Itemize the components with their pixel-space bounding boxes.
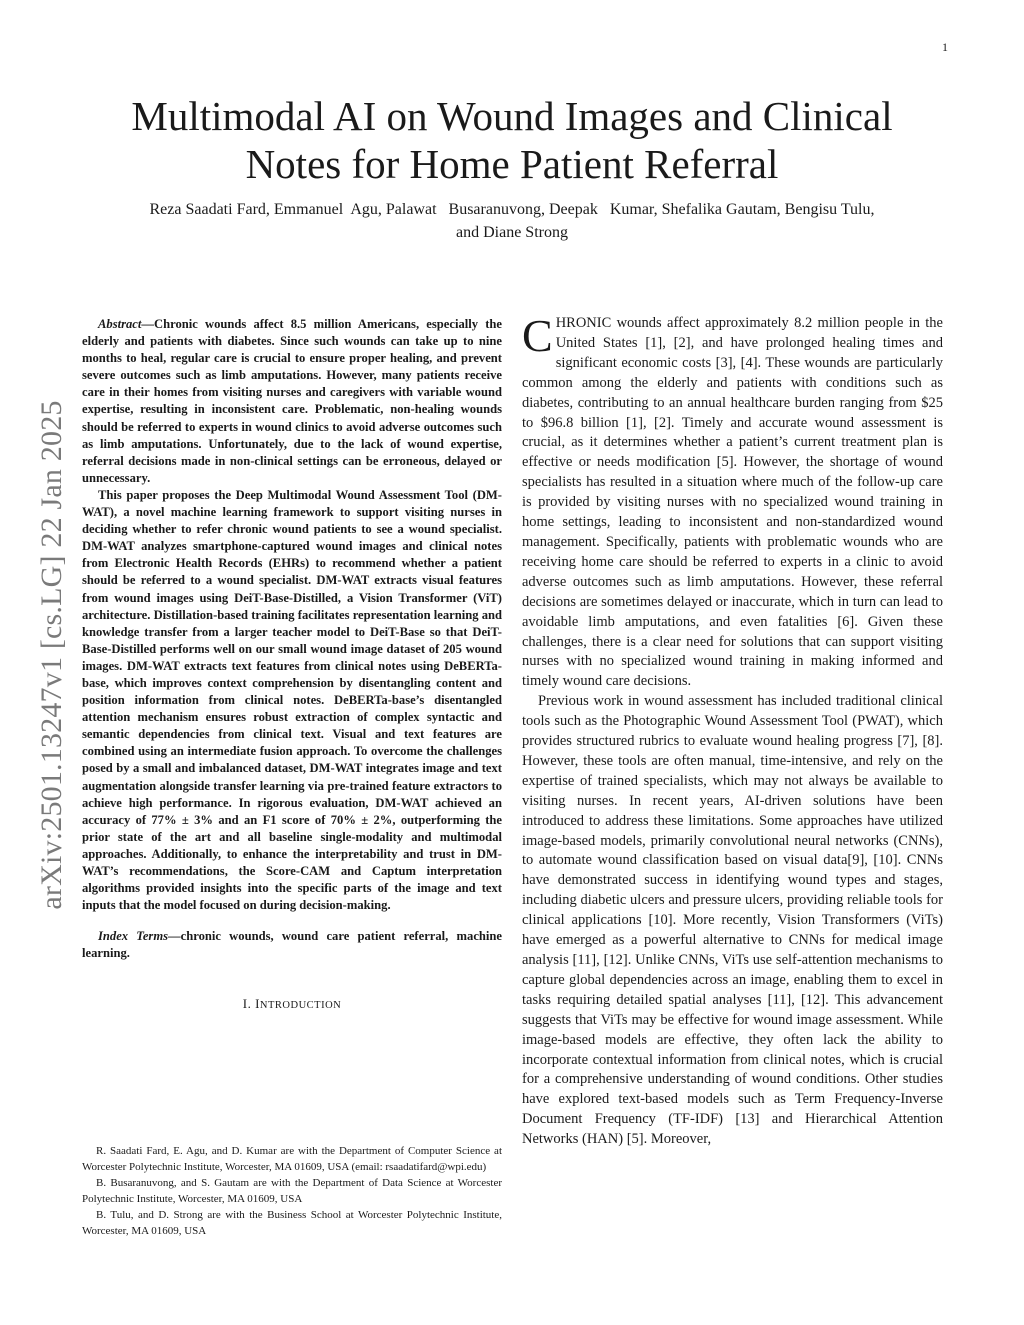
- abstract-dash: —: [141, 317, 154, 331]
- index-terms-text: chronic wounds, wound care patient referral, machine learning.: [82, 929, 503, 961]
- author-list: [80, 198, 944, 244]
- introduction-body: [522, 310, 943, 1150]
- footnote-2: B. Busaranuvong, and S. Gautam are with the Department of Data Science at Worcester Polytechnic Institute, Worcester, MA 01609, USA: [82, 1177, 502, 1205]
- abstract-text-1: Chronic wounds affect 8.5 million Americans, especially the elderly and patients with diabetes. Since such wounds can take up to nine months to heal, regular care is crucial to ensure proper healing, and prevent severe outcomes such as limb amputations. However, many patients receive care in their homes from visiting nurses and caregivers with variable wound expertise, resulting in inconsistent care. Problematic, non-healing wounds should be referred to experts in wound clinics to avoid adverse outcomes such as limb amputations. Unfortunately, due to the lack of wound expertise, referral decisions made in non-clinical settings can be erroneous, delayed or unnecessary.: [82, 317, 502, 485]
- intro-text-1: wounds affect approximately 8.2 million people in the United States [1], [2], and have prolonged healing times and significant economic costs [3], [4]. These wounds are particularly common among the elderly and patients with conditions such as diabetes, contributing to an annual healthcare burden ranging from $25 to $96.8 billion [1], [2]. Timely and accurate wound assessment is crucial, as it determines whether a patient’s current treatment plan is effective or needs modification [5]. However, the shortage of wound specialists has resulted in a situation where much of the follow-up care is provided by visiting nurses with no specialized wound training in home settings, leading to inconsistent and non-standardized wound management. Specifically, patients with problematic wounds who are receiving home care should be referred to experts in a clinic to avoid adverse outcomes such as limb amputations. However, these referral decisions are sometimes delayed or inaccurate, which in turn can lead to avoidable limb amputations, and even fatalities [6]. Given these challenges, there is a clear need for solutions that can support visiting nurses with no specialized wound training in making informed and timely wound care decisions.: [522, 315, 943, 690]
- footnote-3: B. Tulu, and D. Strong are with the Business School at Worcester Polytechnic Institute, Worcester, MA 01609, USA: [82, 1209, 502, 1237]
- arxiv-stamp: [32, 360, 72, 950]
- page-number: 1: [942, 40, 948, 54]
- abstract-label: Abstract: [98, 317, 142, 331]
- abstract-paragraph-2: This paper proposes the Deep Multimodal Wound Assessment Tool (DM-WAT), a novel machine learning framework to support visiting nurses in deciding whether to refer chronic wound patients to see a wound specialist. DM-WAT analyzes smartphone-captured wound images and clinical notes from Electronic Health Records (EHRs) to recommend whether a patient should be referred to a wound specialist. DM-WAT extracts visual features from wound images using DeiT-Base-Distilled, a Vision Transformer (ViT) architecture. Distillation-based training facilitates representation learning and knowledge transfer from a larger teacher model to DeiT-Base so that DeiT-Base-Distilled performs well on our small wound image dataset of 205 wound images. DM-WAT extracts text features from clinical notes using DeBERTa-base, which improves context comprehension by disentangling content and position information from clinical notes. DeBERTa-base’s disentangled attention mechanism ensures robust extraction of complex syntactic and semantic dependencies from clinical text. Visual and text features are combined using an intermediate fusion approach. To overcome the challenges posed by a small and imbalanced dataset, DM-WAT integrates image and text augmentation alongside transfer learning via pre-trained feature extractors to achieve high performance. In rigorous evaluation, DM-WAT achieved an accuracy of 77% ± 3% and an F1 score of 70% ± 2%, outperforming the prior state of the art and all baseline single-modality and multimodal approaches. Additionally, to enhance the interpretability and trust in DM-WAT’s recommendations, the Score-CAM and Captum interpretation algorithms provided insights into the specific parts of the image and text inputs that the model focused on during decision-making.: [82, 487, 502, 913]
- section-heading-introduction: [82, 996, 502, 1012]
- intro-caps-word: HRONIC: [555, 315, 612, 331]
- left-column: [82, 316, 502, 1012]
- intro-paragraph-2: Previous work in wound assessment has included traditional clinical tools such as the Photographic Wound Assessment Tool (PWAT), which provides structured rubrics to evaluate wound healing progress [7], [8]. However, these tools are often manual, time-intensive, and rely on the expertise of trained specialists, which may not always be available to visiting nurses. In recent years, AI-driven solutions have been introduced to address these limitations. Some approaches have utilized image-based models, primarily convolutional neural networks (CNNs), to automate wound classification based on visual data[9], [10]. CNNs have demonstrated success in identifying wound types and stages, including diabetic ulcers and pressure ulcers, providing reliable tools for clinical applications [10]. More recently, Vision Transformers (ViTs) have emerged as a powerful alternative to CNNs for medical image analysis [11], [12]. Unlike CNNs, ViTs use self-attention mechanisms to capture global dependencies across an image, enabling them to excel in tasks requiring detailed spatial analyses [11], [12]. This advancement suggests that ViTs may be effective for wound image assessment. While image-based models are effective, they often lack the ability to incorporate contextual information from clinical notes, which is crucial for a comprehensive understanding of wound conditions. Other studies have explored text-based models such as Term Frequency-Inverse Document Frequency (TF-IDF) [13] and Hierarchical Attention Networks (HAN) [5]. Moreover,: [522, 693, 943, 1148]
- intro-paragraph-1: [522, 310, 943, 692]
- index-terms-label: Index Terms: [98, 929, 169, 944]
- index-terms-dash: —: [168, 929, 181, 944]
- paper-title: [80, 92, 944, 188]
- footnotes: [82, 1144, 502, 1240]
- section-numeral: I.: [242, 996, 256, 1012]
- title-line-2: Notes for Home Patient Referral: [245, 141, 779, 187]
- abstract-paragraph-1: [82, 316, 502, 487]
- authors-line-2: and Diane Strong: [456, 224, 568, 241]
- title-line-1: Multimodal AI on Wound Images and Clinical: [131, 93, 893, 139]
- arxiv-stamp-text: arXiv:2501.13247v1 [cs.LG] 22 Jan 2025: [35, 400, 68, 910]
- footnote-1: R. Saadati Fard, E. Agu, and D. Kumar are with the Department of Computer Science at Worcester Polytechnic Institute, Worcester, MA 01609, USA (email: rsaadatifard@wpi.edu): [82, 1145, 502, 1173]
- authors-line-1: Reza Saadati Fard, Emmanuel Agu, Palawat Busaranuvong, Deepak Kumar, Shefalika Gautam, Bengisu Tulu,: [149, 201, 875, 218]
- section-initial: I: [255, 996, 260, 1012]
- dropcap: C: [522, 310, 553, 361]
- index-terms: [82, 928, 502, 962]
- abstract: [82, 316, 502, 914]
- section-title-rest: NTRODUCTION: [259, 1000, 342, 1012]
